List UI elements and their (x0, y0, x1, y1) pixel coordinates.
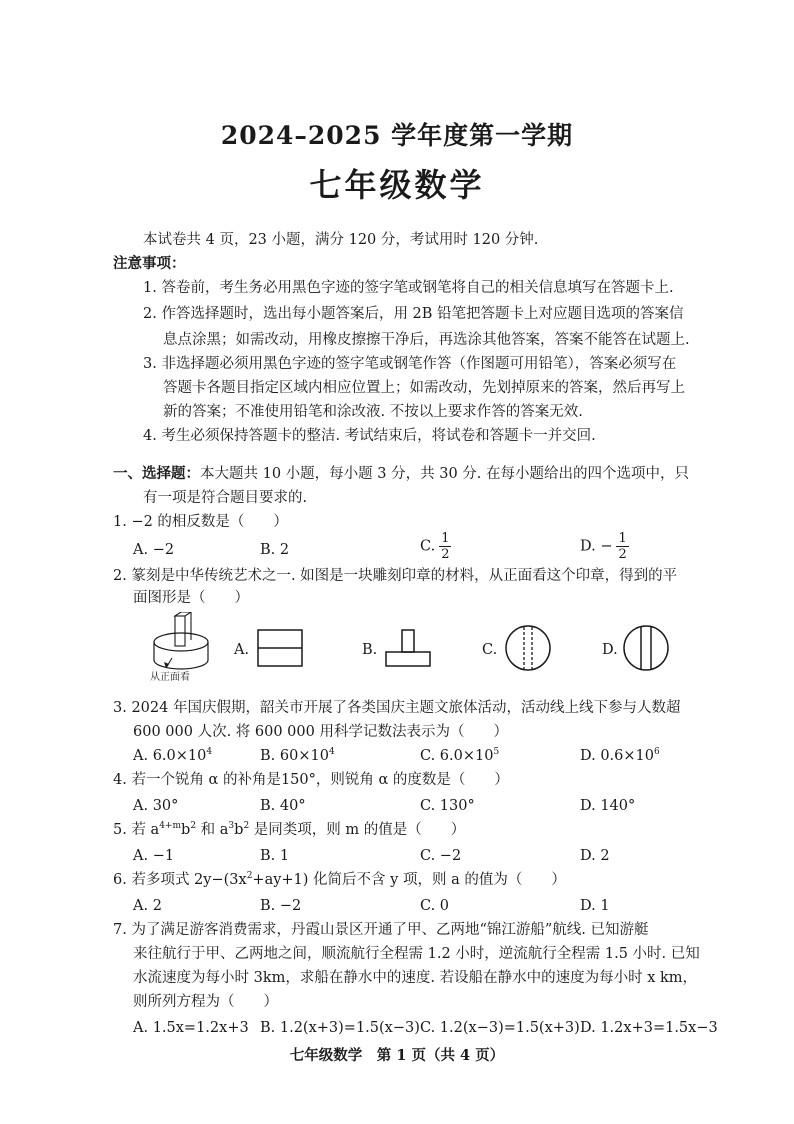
q1-option-b: B. 2 (260, 542, 290, 558)
notice-item: 4. 考生必须保持答题卡的整洁. 考试结束后，将试卷和答题卡一并交回. (143, 428, 596, 444)
notice-heading: 注意事项： (113, 255, 186, 272)
q2-option-a: A. (234, 642, 250, 658)
q4-option-c: C. 130° (420, 798, 475, 814)
stem-exponent: 2 (243, 821, 250, 832)
q1-option-c (420, 532, 451, 561)
q7-option-a: A. 1.5x=1.2x+3 (133, 1020, 249, 1036)
q6-option-a: A. 2 (133, 898, 162, 914)
option-text: B. 60×10 (260, 748, 329, 764)
question-7-stem-cont: 水流速度为每小时 3km，求船在静水中的速度. 若设船在静水中的速度为每小时 x km， (133, 970, 698, 986)
notice-item: 2. 作答选择题时，选出每小题答案后，用 2B 铅笔把答题卡上对应题目选项的答案信 (143, 306, 684, 322)
question-4-stem: 4. 若一个锐角 α 的补角是150°，则锐角 α 的度数是（ ） (113, 772, 509, 788)
stem-text: b (181, 822, 191, 838)
question-2-stem-cont: 面图形是（ ） (133, 590, 249, 606)
stem-text: +ay+1) 化简后不含 y 项，则 a 的值为（ ） (252, 872, 566, 888)
q2-option-b-shape (384, 628, 434, 668)
notice-item: 1. 答卷前，考生务必用黑色字迹的签字笔或钢笔将自己的相关信息填写在答题卡上. (143, 280, 674, 296)
question-1-stem: 1. −2 的相反数是（ ） (113, 514, 288, 530)
stem-exponent: 2 (190, 821, 197, 832)
q4-option-a: A. 30° (133, 798, 179, 814)
q7-option-d: D. 1.2x+3=1.5x−3 (580, 1020, 718, 1036)
q1-option-d (580, 532, 629, 561)
q2-option-d-shape (622, 624, 670, 672)
stem-text: b (234, 822, 244, 838)
q6-option-d: D. 1 (580, 898, 610, 914)
q5-option-b: B. 1 (260, 848, 290, 864)
q4-option-b: B. 40° (260, 798, 306, 814)
stem-text: 和 a (196, 822, 229, 838)
option-exponent: 6 (654, 747, 660, 758)
option-exponent: 5 (493, 747, 500, 758)
stem-exponent: 2 (246, 871, 253, 882)
q5-option-a: A. −1 (133, 848, 175, 864)
q3-option-b (260, 746, 335, 766)
q2-option-c-shape (504, 624, 552, 672)
q4-option-d: D. 140° (580, 798, 636, 814)
stem-text: 6. 若多项式 2y−(3x (113, 872, 247, 888)
section-heading-label: 一、选择题： (113, 465, 200, 482)
section-heading-cont: 有一项是符合题目要求的. (143, 490, 308, 506)
exam-title-year: 2024–2025 学年度第一学期 (220, 121, 574, 150)
question-5-stem (113, 820, 465, 840)
q6-option-b: B. −2 (260, 898, 302, 914)
q6-option-c: C. 0 (420, 898, 450, 914)
fraction-numerator: 1 (441, 531, 450, 546)
notice-item: 答题卡各题目指定区域内相应位置上；如需改动，先划掉原来的答案，然后再写上 (163, 380, 685, 396)
page-footer: 七年级数学 第 1 页（共 4 页） (289, 1047, 505, 1064)
q5-option-c: C. −2 (420, 848, 462, 864)
notice-item: 3. 非选择题必须用黑色字迹的签字笔或钢笔作答（作图题可用铅笔），答案必须写在 (143, 356, 677, 372)
q2-option-b: B. (362, 642, 378, 658)
stem-text: 5. 若 a (113, 822, 160, 838)
question-7-stem-cont: 来往航行于甲、乙两地之间，顺流航行全程需 1.2 小时，逆流航行全程需 1.5 小时. 已知 (133, 946, 700, 962)
option-text: A. 6.0×10 (133, 748, 207, 764)
stem-text: 是同类项，则 m 的值是（ ） (249, 822, 466, 838)
question-2-stem: 2. 篆刻是中华传统艺术之一. 如图是一块雕刻印章的材料，从正面看这个印章，得到的平 (113, 568, 678, 584)
q1-option-a: A. −2 (133, 542, 175, 558)
q1-option-d-prefix: D. − (580, 538, 613, 555)
q1-option-d-fraction (616, 532, 628, 561)
option-text: D. 0.6×10 (580, 748, 654, 764)
q2-option-a-shape (256, 628, 304, 668)
q3-option-d (580, 746, 660, 766)
option-exponent: 4 (328, 747, 335, 758)
section-heading-text: 本大题共 10 小题，每小题 3 分，共 30 分. 在每小题给出的四个选项中，只 (200, 466, 689, 482)
notice-item: 新的答案；不准使用铅笔和涂改液. 不按以上要求作答的答案无效. (163, 404, 583, 420)
q1-option-c-fraction (439, 532, 451, 561)
fraction-numerator: 1 (618, 531, 627, 546)
option-exponent: 4 (206, 747, 213, 758)
question-3-stem: 3. 2024 年国庆假期，韶关市开展了各类国庆主题文旅体活动，活动线上线下参与人数超 (113, 700, 681, 716)
q1-option-c-prefix: C. (420, 538, 436, 555)
notice-item: 息点涂黑；如需改动，用橡皮擦擦干净后，再选涂其他答案，答案不能答在试题上. (163, 332, 690, 348)
q5-option-d: D. 2 (580, 848, 610, 864)
option-text: C. 6.0×10 (420, 748, 494, 764)
exam-title-subject: 七年级数学 (309, 166, 485, 204)
front-view-label: 从正面看 (150, 672, 190, 683)
q2-option-d: D. (602, 642, 618, 658)
question-7-stem-cont: 则所列方程为（ ） (133, 994, 278, 1010)
q7-option-c: C. 1.2(x−3)=1.5(x+3) (420, 1020, 580, 1036)
stem-exponent: 3 (228, 821, 235, 832)
section-heading (113, 464, 689, 484)
q3-option-a (133, 746, 212, 766)
fraction-denominator: 2 (441, 547, 450, 562)
q7-option-b: B. 1.2(x+3)=1.5(x−3) (260, 1020, 420, 1036)
q2-option-c: C. (482, 642, 498, 658)
question-6-stem (113, 870, 566, 890)
question-7-stem: 7. 为了满足游客消费需求，丹霞山景区开通了甲、乙两地“锦江游船”航线. 已知游艇 (113, 922, 649, 938)
stem-exponent: 4+m (159, 821, 182, 832)
exam-intro: 本试卷共 4 页，23 小题，满分 120 分，考试用时 120 分钟. (143, 232, 539, 248)
question-3-stem-cont: 600 000 人次. 将 600 000 用科学记数法表示为（ ） (133, 724, 508, 740)
q3-option-c (420, 746, 499, 766)
fraction-denominator: 2 (618, 547, 627, 562)
